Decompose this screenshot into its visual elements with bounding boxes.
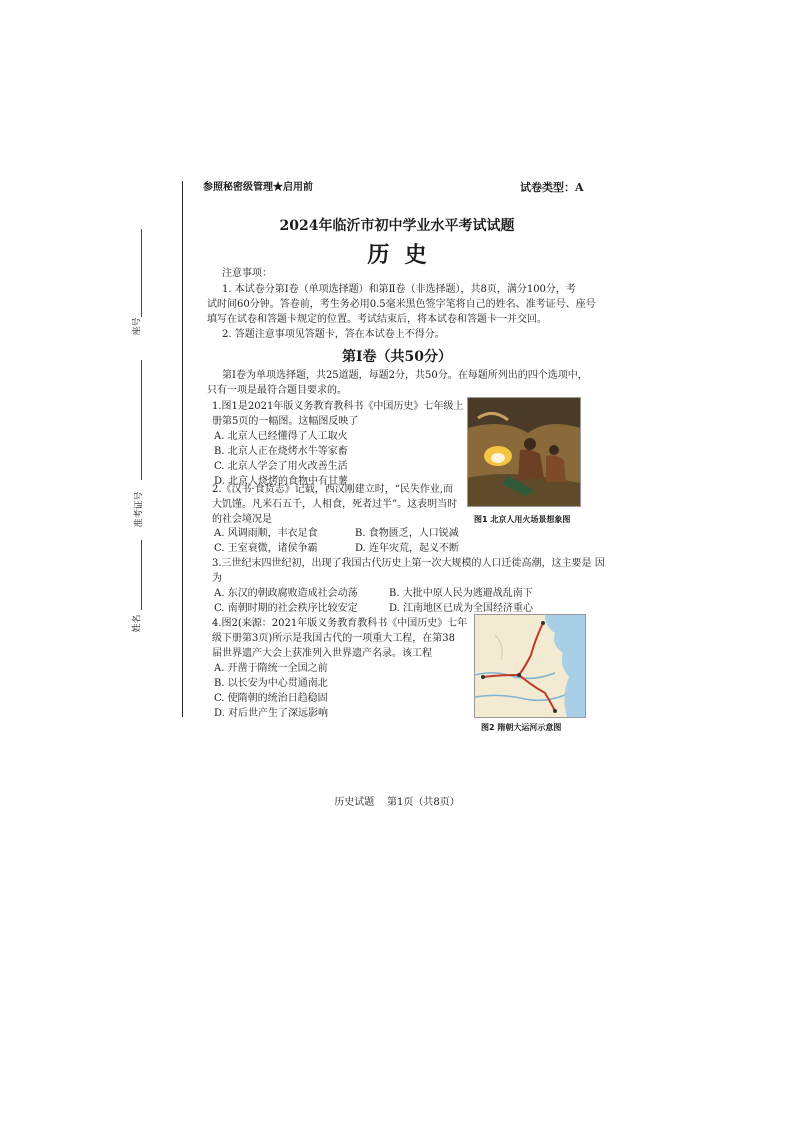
- option-d[interactable]: D. 江南地区已成为全国经济重心: [389, 603, 534, 614]
- question-stem: 的社会境况是: [212, 514, 272, 525]
- option-b[interactable]: B. 北京人正在烧烤水牛等家畜: [214, 446, 348, 457]
- notes-line: 试时间60分钟。答卷前，考生务必用0.5毫米黑色签字笔将自己的姓名、准考证号、座号: [207, 299, 596, 310]
- question-stem: 大饥馑。凡米石五千，人相食，死者过半”。这表明当时: [212, 499, 458, 510]
- option-c[interactable]: C. 王室衰微，诸侯争霸: [214, 543, 318, 554]
- option-a[interactable]: A. 北京人已经懂得了人工取火: [214, 431, 348, 442]
- notes-line: 2. 答题注意事项见答题卡，答在本试卷上不得分。: [222, 329, 445, 340]
- option-c[interactable]: C. 北京人学会了用火改善生活: [214, 461, 348, 472]
- option-b[interactable]: B. 以长安为中心贯通南北: [214, 678, 328, 689]
- section-intro-line: 只有一项是最符合题目要求的。: [207, 385, 347, 396]
- option-b[interactable]: B. 大批中原人民为逃避战乱南下: [389, 588, 533, 599]
- option-c[interactable]: C. 使隋朝的统治日趋稳固: [214, 693, 328, 704]
- secrecy-label: 参照秘密级管理★启用前: [203, 182, 313, 193]
- cave-fire-illustration: [468, 398, 580, 506]
- option-d[interactable]: D. 北京人烧烤的食物中有甘薯: [214, 476, 349, 487]
- subject-title: 历 史: [367, 242, 427, 268]
- figure-1-caption: 图1 北京人用火场景想象图: [474, 515, 571, 524]
- question-stem: 册第5页的一幅图。这幅图反映了: [212, 416, 359, 427]
- question-stem: 3.三世纪末四世纪初，出现了我国古代历史上第一次大规模的人口迁徙高潮，这主要是 因: [212, 558, 605, 569]
- section-title: 第Ⅰ卷（共50分）: [341, 349, 453, 365]
- notes-heading: 注意事项：: [222, 268, 272, 279]
- question-stem: 为: [212, 573, 222, 584]
- section-intro-line: 第Ⅰ卷为单项选择题，共25道题，每题2分，共50分。在每题所列出的四个选项中，: [222, 370, 588, 381]
- figure-2-map: [474, 614, 586, 718]
- question-stem: 级下册第3页)所示是我国古代的一项重大工程，在第38: [212, 633, 455, 644]
- page-footer: 历史试题 第1页（共8页）: [334, 797, 460, 808]
- exam-title: 2024年临沂市初中学业水平考试试题: [279, 218, 515, 234]
- option-d[interactable]: D. 连年灾荒，起义不断: [355, 543, 460, 554]
- option-a[interactable]: A. 东汉的朝政腐败造成社会动荡: [214, 588, 358, 599]
- question-stem: 届世界遗产大会上获准列入世界遗产名录。该工程: [212, 648, 432, 659]
- option-a[interactable]: A. 风调雨顺，丰衣足食: [214, 528, 318, 539]
- exam-id-write-line: [141, 360, 142, 480]
- name-write-line: [141, 540, 142, 610]
- option-a[interactable]: A. 开凿于隋统一全国之前: [214, 663, 328, 674]
- figure-1-image: [467, 397, 581, 507]
- exam-id-label: 准考证号: [134, 491, 145, 528]
- notes-line: 填写在试卷和答题卡规定的位置。考试结束后，将本试卷和答题卡一并交回。: [207, 314, 547, 325]
- name-label: 姓名: [132, 614, 143, 633]
- question-stem: 4.图2(来源：2021年版义务教育教科书《中国历史》七年: [212, 618, 468, 629]
- notes-line: 1. 本试卷分第Ⅰ卷（单项选择题）和第Ⅱ卷（非选择题），共8页，满分100分，考: [222, 284, 576, 295]
- figure-2-caption: 图2 隋朝大运河示意图: [481, 723, 562, 732]
- option-c[interactable]: C. 南朝时期的社会秩序比较安定: [214, 603, 358, 614]
- question-stem: 2.《汉书·食货志》记载，西汉刚建立时，“民失作业,而: [212, 484, 454, 495]
- question-stem: 1.图1是2021年版义务教育教科书《中国历史》七年级上: [212, 401, 464, 412]
- paper-type-label: 试卷类型：A: [520, 181, 584, 194]
- option-b[interactable]: B. 食物匮乏，人口锐减: [355, 528, 459, 539]
- option-d[interactable]: D. 对后世产生了深远影响: [214, 708, 329, 719]
- seat-label: 座号: [132, 317, 143, 336]
- grand-canal-map: [475, 615, 585, 717]
